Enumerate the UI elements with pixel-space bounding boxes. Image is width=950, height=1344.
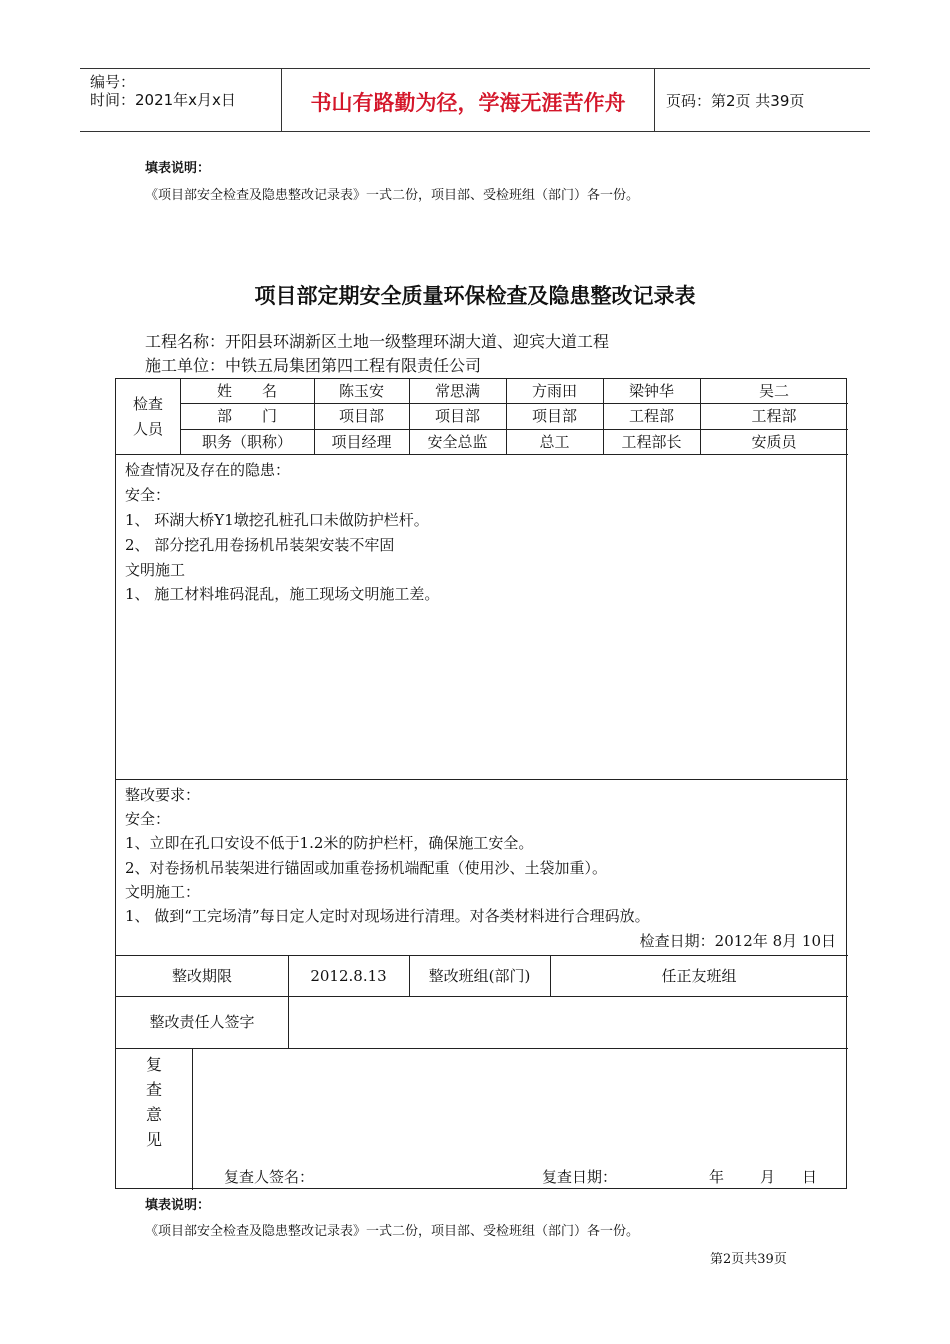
top-note-title: 填表说明：	[145, 161, 211, 176]
inspectors-group-label-2: 人员	[132, 420, 163, 438]
hazards-line: 安全：	[125, 486, 171, 504]
rectify-line: 1、立即在孔口安设不低于1.2米的防护栏杆，确保施工安全。	[125, 834, 534, 852]
document-number-label: 编号：	[90, 73, 136, 91]
inspector-name-3: 方雨田	[531, 382, 577, 400]
review-date-year: 年	[709, 1168, 725, 1186]
responsible-signature-label: 整改责任人签字	[149, 1013, 255, 1031]
header-page-cell	[654, 69, 870, 131]
rectify-line: 整改要求：	[125, 786, 201, 804]
inspector-dept-3: 项目部	[531, 407, 577, 425]
inspectors-group-label-1: 检查	[132, 395, 163, 413]
inspector-position-5: 安质员	[751, 433, 797, 451]
row-label-department: 部 门	[216, 407, 277, 425]
review-date-label: 复查日期：	[542, 1168, 618, 1186]
row-label-name: 姓 名	[216, 382, 277, 400]
review-date-month: 月	[760, 1168, 776, 1186]
page-header	[80, 68, 870, 132]
header-motto: 书山有路勤为径，学海无涯苦作舟	[310, 91, 626, 115]
team-value: 任正友班组	[661, 967, 737, 985]
review-label-char: 查	[145, 1080, 162, 1099]
inspector-position-1: 项目经理	[331, 433, 392, 451]
header-meta	[80, 69, 280, 131]
inspector-name-4: 梁钟华	[628, 382, 674, 400]
rectify-line: 安全：	[125, 810, 171, 828]
responsible-signature-field[interactable]	[289, 997, 847, 1047]
inspector-name-2: 常思满	[434, 382, 480, 400]
inspector-name-1: 陈玉安	[338, 382, 384, 400]
inspector-dept-2: 项目部	[434, 407, 480, 425]
rectify-line: 1、 做到“工完场清”每日定人定时对现场进行清理。对各类材料进行合理码放。	[125, 907, 650, 925]
review-label-char: 复	[145, 1055, 162, 1074]
reviewer-signature-label: 复查人签名：	[224, 1168, 315, 1186]
form-title: 项目部定期安全质量环保检查及隐患整改记录表	[254, 284, 696, 308]
inspector-position-2: 安全总监	[427, 433, 488, 451]
review-date-day: 日	[802, 1168, 818, 1186]
construction-unit: 施工单位：中铁五局集团第四工程有限责任公司	[145, 356, 482, 375]
header-motto-cell	[281, 69, 655, 131]
bottom-note-text: 《项目部安全检查及隐患整改记录表》一式二份，项目部、受检班组（部门）各一份。	[145, 1224, 640, 1239]
hazards-line: 1、 环湖大桥Y1墩挖孔桩孔口未做防护栏杆。	[125, 511, 429, 529]
inspector-dept-5: 工程部	[751, 407, 797, 425]
hazards-line: 文明施工	[125, 561, 186, 579]
inspection-record-table	[115, 378, 847, 1189]
check-date: 检查日期：2012年 8月 10日	[639, 932, 836, 950]
review-label-char: 见	[145, 1130, 162, 1149]
header-page-label: 页码：第2页 共39页	[666, 92, 805, 110]
bottom-note-title: 填表说明：	[145, 1198, 211, 1213]
inspector-dept-1: 项目部	[338, 407, 384, 425]
inspector-position-3: 总工	[539, 433, 570, 451]
inspector-dept-4: 工程部	[628, 407, 674, 425]
deadline-value: 2012.8.13	[310, 967, 387, 985]
hazards-line: 检查情况及存在的隐患：	[125, 461, 291, 479]
review-opinion-field[interactable]	[193, 1049, 847, 1161]
deadline-label: 整改期限	[171, 967, 232, 985]
footer-page-number: 第2页共39页	[710, 1252, 787, 1267]
hazards-line: 2、 部分挖孔用卷扬机吊装架安装不牢固	[125, 536, 395, 554]
inspector-position-4: 工程部长	[621, 433, 682, 451]
top-note-text: 《项目部安全检查及隐患整改记录表》一式二份，项目部、受检班组（部门）各一份。	[145, 188, 640, 203]
rectify-line: 2、对卷扬机吊装架进行锚固或加重卷扬机端配重（使用沙、土袋加重）。	[125, 859, 608, 877]
document-time-label: 时间：2021年x月x日	[90, 91, 236, 109]
hazards-line: 1、 施工材料堆码混乱，施工现场文明施工差。	[125, 585, 440, 603]
rectify-line: 文明施工：	[125, 883, 201, 901]
row-label-position: 职务（职称）	[201, 433, 292, 451]
inspector-name-5: 吴二	[758, 382, 789, 400]
team-label: 整改班组(部门)	[428, 967, 531, 985]
review-label-char: 意	[145, 1105, 162, 1124]
project-name: 工程名称：开阳县环湖新区土地一级整理环湖大道、迎宾大道工程	[145, 332, 610, 351]
